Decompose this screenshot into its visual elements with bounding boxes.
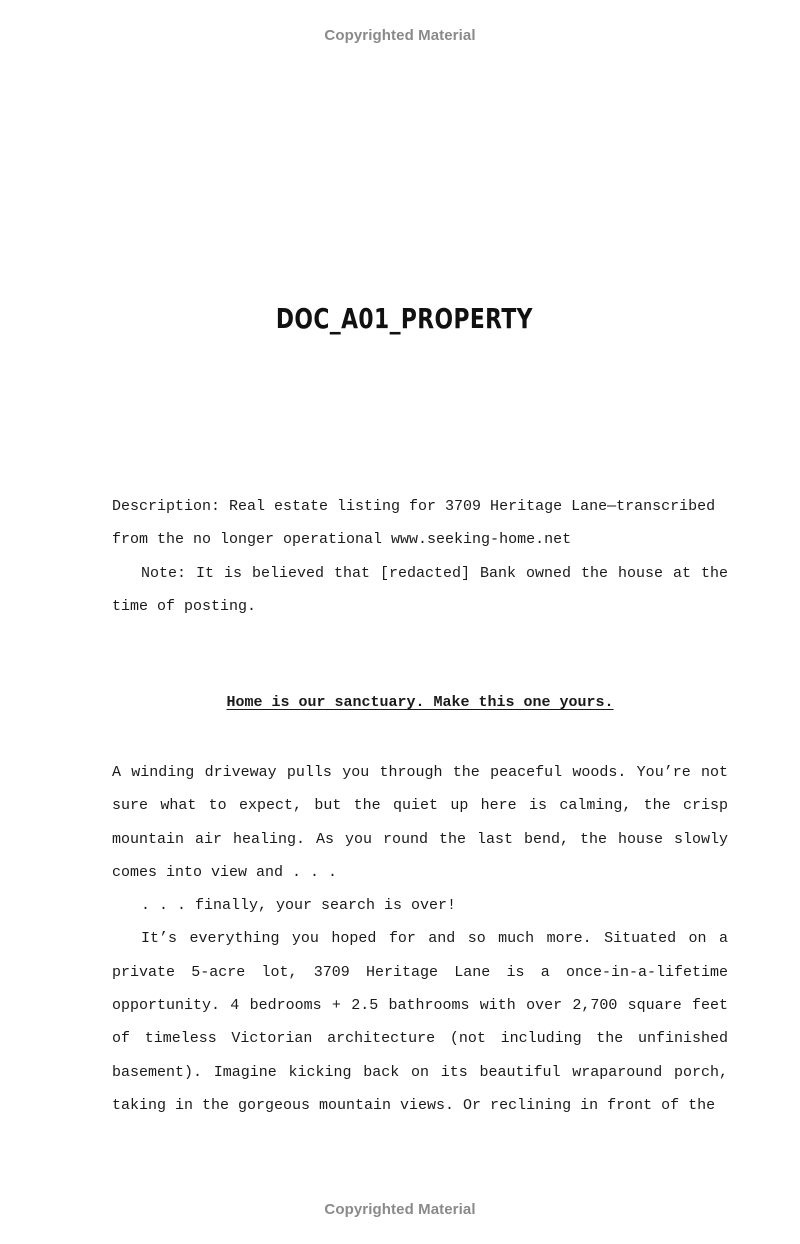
- listing-paragraph: . . . finally, your search is over!: [141, 897, 457, 915]
- copyright-watermark-top: Copyrighted Material: [324, 27, 476, 44]
- description-text: Description: Real estate listing for 3709 Heritage Lane—transcribed from the no longer operational www.seeking-home.net: [112, 498, 716, 549]
- document-title: DOC_A01_PROPERTY: [275, 301, 533, 335]
- copyright-watermark-bottom: Copyrighted Material: [324, 1201, 476, 1218]
- listing-headline-text: Home is our sanctuary. Make this one yours.: [226, 694, 614, 711]
- listing-paragraph: A winding driveway pulls you through the peaceful woods. You’re not sure what to expect, but the quiet up here is calming, the crisp mountain air healing. As you round the last bend, the house slowly comes into view and . . .: [112, 764, 728, 881]
- listing-headline: [0, 694, 800, 711]
- listing-paragraph: It’s everything you hoped for and so much more. Situated on a private 5-acre lot, 3709 Heritage Lane is a once-in-a-lifetime opportunity. 4 bedrooms + 2.5 bathrooms with over 2,700 square feet of timeless Victorian architecture (not including the unfinished basement). Imagine kicking back on its beautiful wraparound porch, taking in the gorgeous mountain views. Or reclining in front of the: [112, 930, 728, 1114]
- note-text: Note: It is believed that [redacted] Bank owned the house at the time of posting.: [112, 564, 728, 615]
- document-metadata: [112, 490, 728, 623]
- listing-body: [112, 756, 728, 1122]
